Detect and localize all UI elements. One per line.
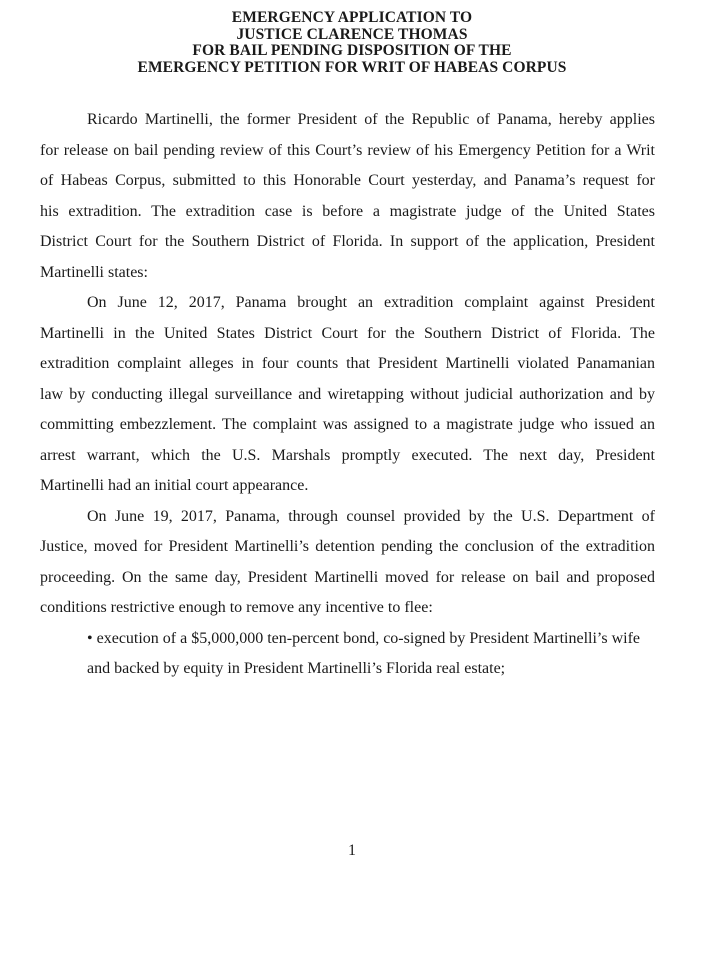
text-line: for release on bail pending review of this Court’s review of his Emergency Petition for a Writ xyxy=(40,141,655,159)
title-line-3: FOR BAIL PENDING DISPOSITION OF THE xyxy=(192,42,512,59)
text-line: his extradition. The extradition case is before a magistrate judge of the United States xyxy=(40,202,655,220)
title-line-2: JUSTICE CLARENCE THOMAS xyxy=(236,25,468,43)
bullet-text: execution of a $5,000,000 ten-percent bond, co-signed by President Martinelli’s wife xyxy=(96,629,641,647)
document-body xyxy=(40,105,655,685)
text-line: Martinelli had an initial court appearance. xyxy=(40,477,309,494)
text-line: law by conducting illegal surveillance and wiretapping without judicial authorization and by xyxy=(40,385,655,403)
paragraph-complaint xyxy=(40,288,655,502)
text-line: extradition complaint alleges in four counts that President Martinelli violated Panamanian xyxy=(40,355,655,372)
document-title xyxy=(0,10,704,76)
bullet-item xyxy=(40,624,655,685)
bullet-icon: • xyxy=(87,629,93,647)
text-line: Justice, moved for President Martinelli’s detention pending the conclusion of the extradition xyxy=(40,538,655,555)
paragraph-intro xyxy=(40,105,655,288)
text-line: Martinelli states: xyxy=(40,263,148,281)
page-number: 1 xyxy=(348,842,356,859)
text-line: proceeding. On the same day, President Martinelli moved for release on bail and proposed xyxy=(40,568,655,586)
title-line-1: EMERGENCY APPLICATION TO xyxy=(231,9,473,26)
bullet-line-1 xyxy=(87,624,655,655)
text-line: District Court for the Southern District of Florida. In support of the application, President xyxy=(40,233,655,250)
text-line: Ricardo Martinelli, the former President of the Republic of Panama, hereby applies xyxy=(87,111,655,128)
text-line: of Habeas Corpus, submitted to this Honorable Court yesterday, and Panama’s request for xyxy=(40,172,655,189)
text-line: On June 19, 2017, Panama, through counsel provided by the U.S. Department of xyxy=(87,507,655,525)
text-line: arrest warrant, which the U.S. Marshals promptly executed. The next day, President xyxy=(40,446,655,464)
title-line-4: EMERGENCY PETITION FOR WRIT OF HABEAS CORPUS xyxy=(137,58,567,76)
paragraph-detention xyxy=(40,502,655,624)
text-line: Martinelli in the United States District Court for the Southern District of Florida. The xyxy=(40,324,655,342)
text-line: On June 12, 2017, Panama brought an extradition complaint against President xyxy=(87,294,655,311)
text-line: committing embezzlement. The complaint was assigned to a magistrate judge who issued an xyxy=(40,416,655,433)
text-line: conditions restrictive enough to remove any incentive to flee: xyxy=(40,599,433,616)
bullet-line-2: and backed by equity in President Martinelli’s Florida real estate; xyxy=(87,660,506,677)
